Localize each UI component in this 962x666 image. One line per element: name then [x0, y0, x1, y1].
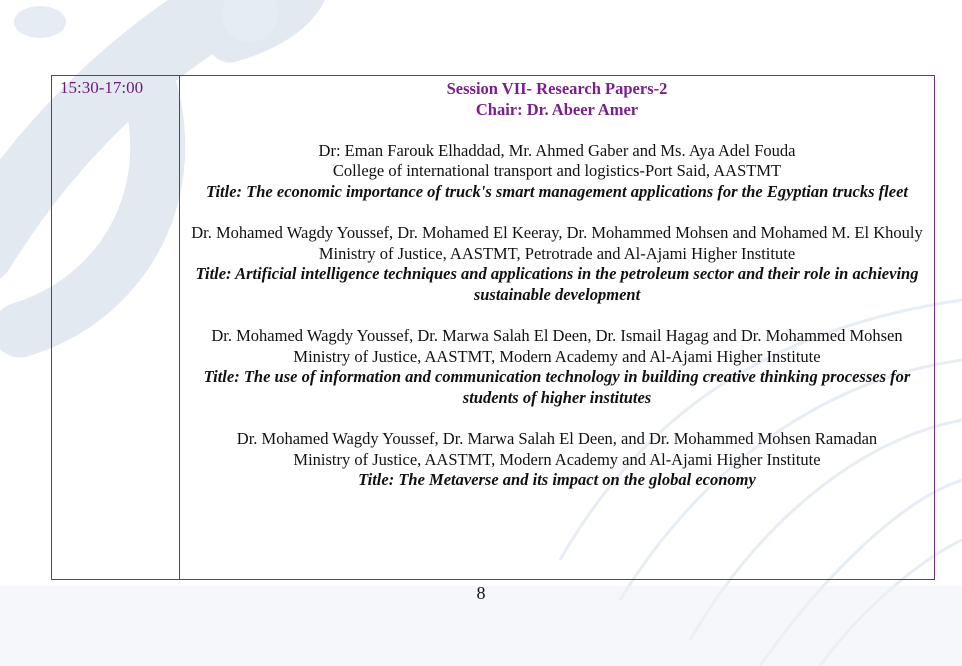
- paper-affiliation: Ministry of Justice, AASTMT, Petrotrade and Al-Ajami Higher Institute: [318, 243, 796, 263]
- paper-title: Title: Artificial intelligence techniques and applications in the petroleum sector and their role in achieving sustainable development: [195, 264, 919, 304]
- paper-authors: Dr: Eman Farouk Elhaddad, Mr. Ahmed Gaber and Ms. Aya Adel Fouda: [318, 140, 796, 160]
- session-schedule-table: [51, 75, 935, 580]
- paper-title: Title: The use of information and communication technology in building creative thinking processes for students of higher institutes: [203, 367, 911, 407]
- session-time-cell: [52, 76, 180, 579]
- paper-entry: [184, 429, 930, 491]
- paper-affiliation: College of international transport and logistics-Port Said, AASTMT: [332, 161, 782, 181]
- paper-affiliation: Ministry of Justice, AASTMT, Modern Academy and Al-Ajami Higher Institute: [293, 346, 821, 366]
- paper-authors: Dr. Mohamed Wagdy Youssef, Dr. Marwa Salah El Deen, and Dr. Mohammed Mohsen Ramadan: [236, 429, 878, 449]
- paper-entry: [184, 223, 930, 305]
- session-details-cell: [180, 76, 934, 579]
- session-chair: Chair: Dr. Abeer Amer: [475, 99, 639, 119]
- paper-entry: [184, 326, 930, 408]
- session-time: 15:30-17:00: [60, 78, 144, 97]
- page-number: 8: [476, 583, 486, 603]
- paper-affiliation: Ministry of Justice, AASTMT, Modern Academy and Al-Ajami Higher Institute: [293, 449, 821, 469]
- paper-title: Title: The Metaverse and its impact on the global economy: [358, 470, 756, 490]
- paper-title: Title: The economic importance of truck's smart management applications for the Egyptian trucks fleet: [206, 181, 908, 201]
- paper-authors: Dr. Mohamed Wagdy Youssef, Dr. Marwa Salah El Deen, Dr. Ismail Hagag and Dr. Mohammed Mohsen: [211, 326, 903, 346]
- session-title: Session VII- Research Papers-2: [446, 79, 668, 98]
- paper-authors: Dr. Mohamed Wagdy Youssef, Dr. Mohamed El Keeray, Dr. Mohammed Mohsen and Mohamed M. El Khouly: [191, 223, 923, 243]
- paper-entry: [184, 141, 930, 203]
